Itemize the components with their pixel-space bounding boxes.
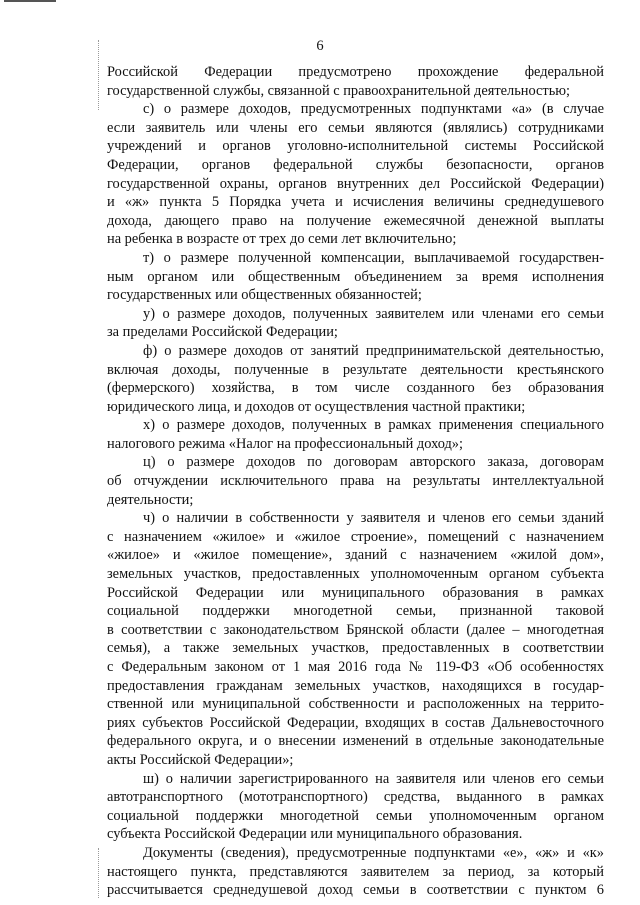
- text-line: ным органом или общественным объединением за время исполнения: [107, 268, 604, 285]
- text-line: Федерации, органов федеральной службы безопасности, органов: [107, 156, 604, 173]
- text-line: юридического лица, и доходов от осуществления частной практики;: [107, 398, 526, 415]
- text-line: акты Российской Федерации»;: [107, 751, 294, 768]
- top-rule: [4, 0, 56, 2]
- text-line: ственной или муниципальной собственности и расположенных на террито-: [107, 696, 604, 713]
- text-line: за пределами Российской Федерации;: [107, 324, 338, 341]
- text-line: налогового режима «Налог на профессиональный доход»;: [107, 435, 464, 452]
- text-line: Российской Федерации или муниципального образования в рамках: [107, 584, 604, 601]
- text-line: (фермерского) хозяйства, в том числе созданного без образования: [107, 380, 604, 397]
- text-line: в соответствии с законодательством Брянской области (далее – многодетная: [107, 621, 604, 638]
- text-line: федерального округа, и о внесении изменений в отдельные законодательные: [107, 733, 604, 750]
- text-line: риях субъектов Российской Федерации, входящих в состав Дальневосточного: [107, 714, 604, 731]
- text-line: на ребенка в возрасте от трех до семи лет включительно;: [107, 231, 457, 248]
- text-line: учреждений и органов уголовно-исполнительной системы Российской: [107, 138, 604, 155]
- text-line: государственных или общественных обязанностей;: [107, 287, 422, 304]
- text-line: с Федеральным законом от 1 мая 2016 года № 119-ФЗ «Об особенностях: [107, 659, 604, 675]
- text-line: ч) о наличии в собственности у заявителя и членов его семьи зданий: [143, 510, 604, 527]
- text-line: земельных участков, предоставленных уполномоченным органом субъекта: [107, 566, 604, 583]
- text-line: семья), а также земельных участков, предоставленных в соответствии: [107, 640, 604, 657]
- margin-mark-bottom: [98, 848, 100, 898]
- text-line: и «ж» пункта 5 Порядка учета и исчисления величины среднедушевого: [107, 194, 604, 211]
- text-line: ф) о размере доходов от занятий предпринимательской деятельностью,: [143, 342, 604, 359]
- text-line: у) о размере доходов, полученных заявителем или членами его семьи: [143, 305, 604, 322]
- text-line: с) о размере доходов, предусмотренных подпунктами «а» (в случае: [143, 101, 604, 118]
- text-line: деятельности;: [107, 491, 194, 508]
- text-line: социальной поддержки многодетной семьи, признанной таковой: [107, 603, 604, 620]
- text-line: предоставления гражданам земельных участков, находящихся в государ-: [107, 677, 604, 694]
- text-line: настоящего пункта, представляются заявителем за период, за который: [107, 863, 604, 880]
- text-line: ц) о размере доходов по договорам авторского заказа, договорам: [143, 454, 604, 471]
- text-line: т) о размере полученной компенсации, выплачиваемой государствен-: [143, 249, 604, 266]
- text-line: дохода, дающего право на получение ежемесячной денежной выплаты: [107, 212, 604, 229]
- text-line: «жилое» и «жилое помещение», зданий с назначением «жилой дом»,: [107, 547, 604, 564]
- text-line: автотранспортного (мототранспортного) средства, выданного в рамках: [107, 789, 604, 806]
- text-line: ш) о наличии зарегистрированного на заявителя или членов его семьи: [143, 770, 604, 787]
- text-line: государственной охраны, органов внутренних дел Российской Федерации): [107, 175, 604, 192]
- text-line: рассчитывается среднедушевой доход семьи в соответствии с пунктом 6: [107, 882, 604, 899]
- text-line: с назначением «жилое» и «жилое строение», помещений с назначением: [107, 528, 604, 545]
- document-body: [107, 63, 604, 900]
- text-line: социальной поддержки многодетной семьи уполномоченным органом: [107, 807, 604, 824]
- text-line: если заявитель или члены его семьи являются (являлись) сотрудниками: [107, 119, 604, 136]
- text-line: Документы (сведения), предусмотренные подпунктами «е», «ж» и «к»: [143, 844, 604, 861]
- text-line: субъекта Российской Федерации или муниципального образования.: [107, 826, 523, 843]
- text-line: Российской Федерации предусмотрено прохождение федеральной: [107, 64, 604, 80]
- text-line: включая доходы, полученные в результате деятельности крестьянского: [107, 361, 604, 378]
- text-line: об отчуждении исключительного права на результаты интеллектуальной: [107, 473, 604, 490]
- text-line: х) о размере доходов, полученных в рамках применения специального: [143, 417, 604, 434]
- page-number: 6: [316, 38, 324, 54]
- text-line: государственной службы, связанной с правоохранительной деятельностью;: [107, 82, 571, 99]
